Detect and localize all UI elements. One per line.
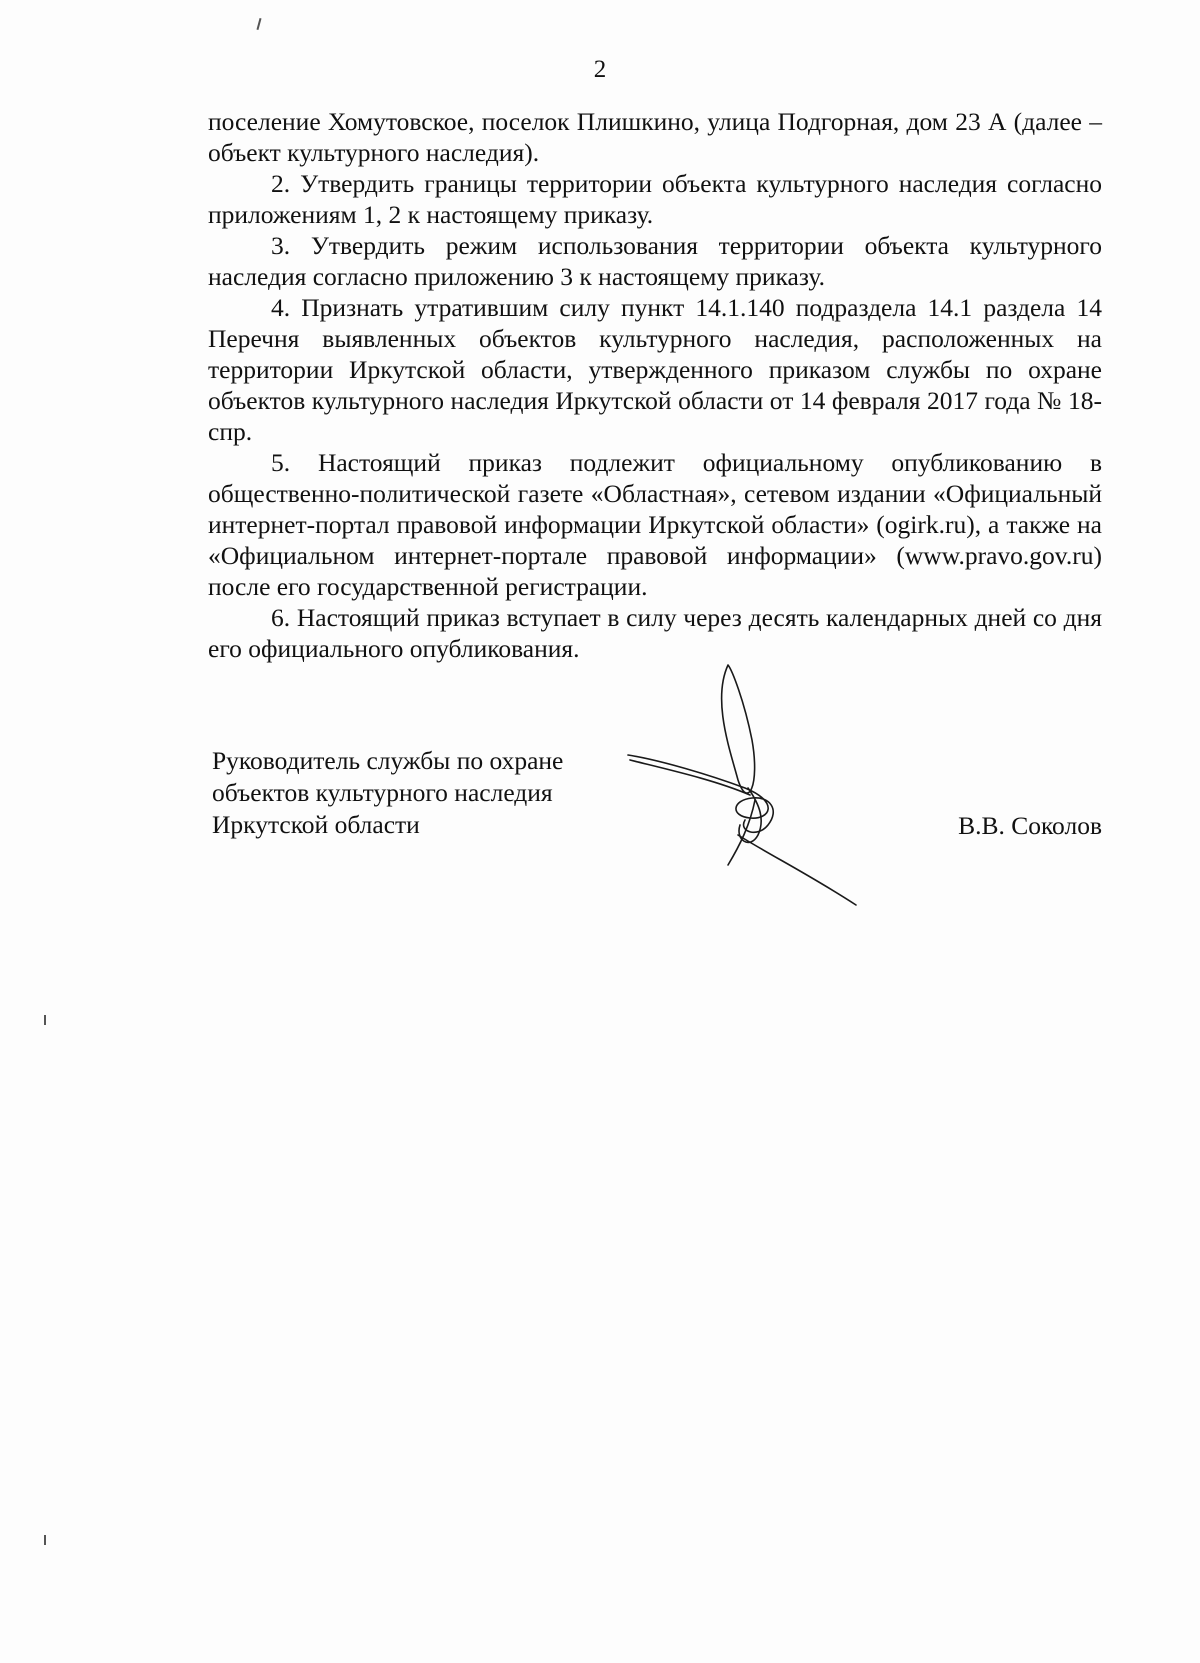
signer-position-line: Руководитель службы по охране: [212, 746, 564, 775]
paragraph-item-2: 2. Утвердить границы территории объекта культурного наследия согласно приложениям 1, 2 к настоящему приказу.: [208, 169, 1102, 229]
paragraph-continuation: поселение Хомутовское, поселок Плишкино, улица Подгорная, дом 23 А (далее – объект культурного наследия).: [208, 107, 1102, 167]
paragraph-item-3: 3. Утвердить режим использования территории объекта культурного наследия согласно приложению 3 к настоящему приказу.: [208, 231, 1102, 291]
paragraph-item-4: 4. Признать утратившим силу пункт 14.1.140 подраздела 14.1 раздела 14 Перечня выявленных объектов культурного наследия, расположенных на территории Иркутской области, утвержденного приказом службы по охране объектов культурного наследия Иркутской области от 14 февраля 2017 года № 18-спр.: [208, 293, 1102, 446]
scan-mark: [44, 1015, 46, 1025]
page-number: 2: [593, 56, 607, 83]
paragraph-item-6: 6. Настоящий приказ вступает в силу через десять календарных дней со дня его официального опубликования.: [208, 603, 1102, 663]
paragraph-item-5: 5. Настоящий приказ подлежит официальному опубликованию в общественно-политической газете «Областная», сетевом издании «Официальный интернет-портал правовой информации Иркутской области» (ogirk.ru), а также на «Официальном интернет-портале правовой информации» (www.pravo.gov.ru) после его государственной регистрации.: [208, 448, 1102, 601]
signer-position: [212, 745, 563, 841]
signer-position-line: Иркутской области: [212, 810, 420, 839]
signer-name: В.В. Соколов: [958, 811, 1102, 840]
handwritten-signature: [620, 660, 880, 910]
signer-position-line: объектов культурного наследия: [212, 778, 553, 807]
scan-mark: [44, 1535, 46, 1545]
